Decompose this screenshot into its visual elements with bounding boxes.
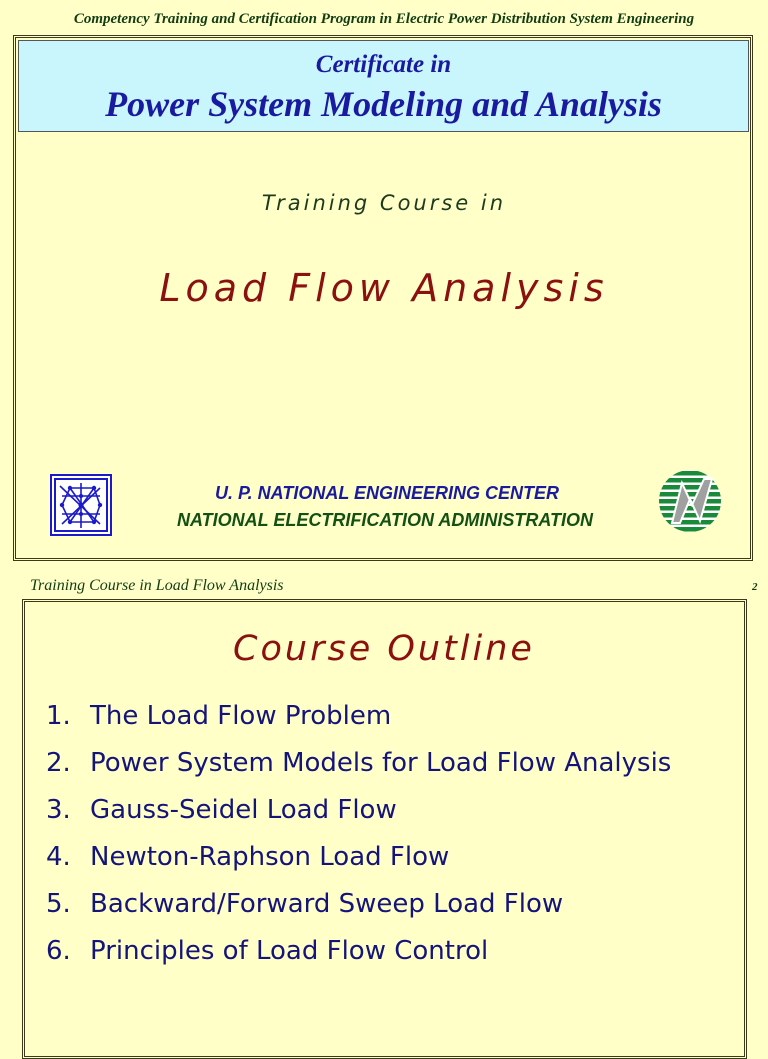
- list-item: [46, 698, 726, 735]
- page-number: 2: [752, 581, 758, 593]
- outline-list: [46, 698, 726, 980]
- list-item-number: 5.: [46, 889, 71, 919]
- list-item-text: Newton-Raphson Load Flow: [90, 842, 450, 872]
- list-item-number: 4.: [46, 842, 71, 872]
- list-item-text: Backward/Forward Sweep Load Flow: [90, 889, 564, 919]
- list-item-number: 2.: [46, 748, 71, 778]
- list-item-text: The Load Flow Problem: [90, 701, 392, 731]
- course-header: Training Course in Load Flow Analysis: [30, 577, 284, 594]
- list-item: [46, 886, 726, 923]
- list-item-number: 3.: [46, 795, 71, 825]
- list-item-number: 6.: [46, 936, 71, 966]
- training-course-label: Training Course in: [261, 191, 507, 215]
- list-item-number: 1.: [46, 701, 71, 731]
- list-item-text: Power System Models for Load Flow Analysis: [90, 748, 672, 778]
- certificate-banner: [18, 40, 749, 132]
- program-header: Competency Training and Certification Program in Electric Power Distribution System Engineering: [73, 11, 695, 27]
- upnec-name: U. P. NATIONAL ENGINEERING CENTER: [214, 483, 560, 503]
- list-item: [46, 839, 726, 876]
- list-item: [46, 745, 726, 782]
- banner-title: Power System Modeling and Analysis: [105, 84, 662, 124]
- list-item-text: Principles of Load Flow Control: [90, 936, 489, 966]
- nea-name: NATIONAL ELECTRIFICATION ADMINISTRATION: [177, 510, 593, 530]
- nea-lightning-globe-icon: [658, 469, 722, 533]
- list-item: [46, 792, 726, 829]
- list-item: [46, 933, 726, 970]
- outline-title: Course Outline: [233, 629, 535, 669]
- banner-subtitle: Certificate in: [315, 51, 452, 78]
- list-item-text: Gauss-Seidel Load Flow: [90, 795, 397, 825]
- course-title: Load Flow Analysis: [159, 266, 609, 310]
